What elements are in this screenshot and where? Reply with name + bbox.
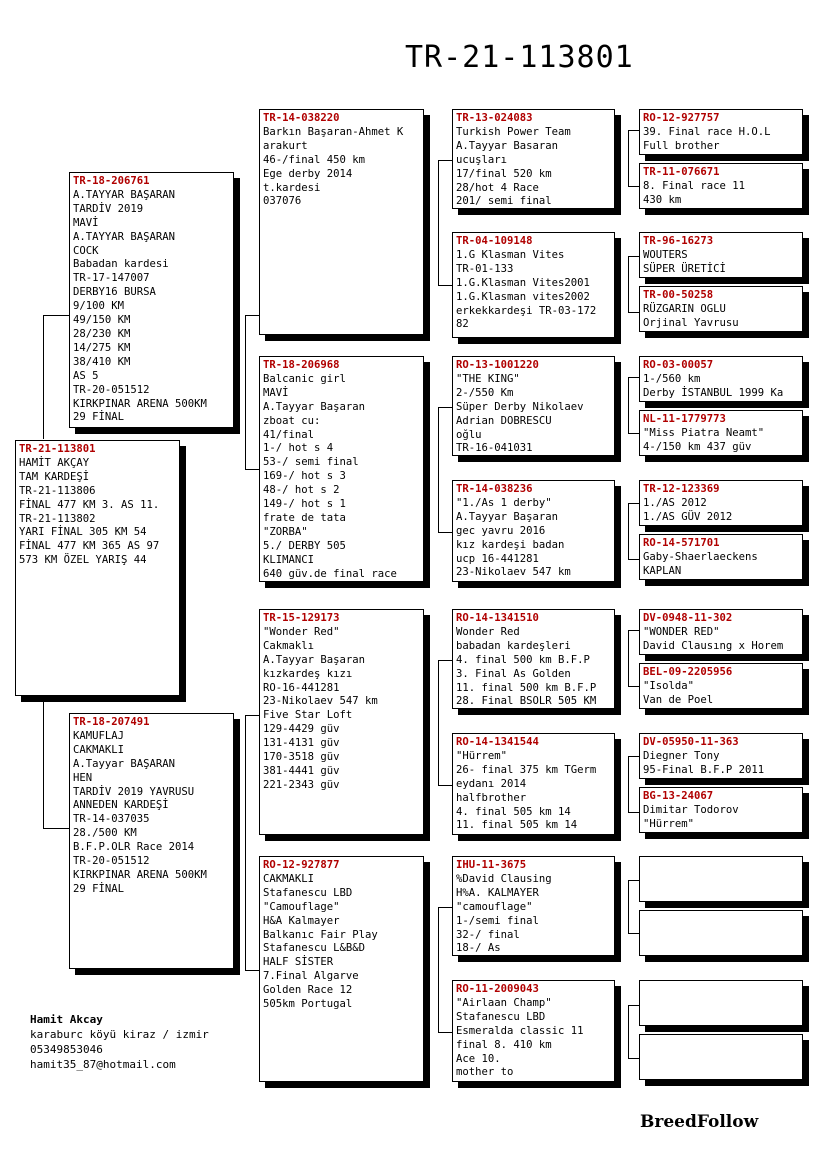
ring-number: TR-14-038220 [263,112,340,124]
ring-number: DV-0948-11-302 [643,612,733,624]
pigeon-info-line: Full brother [643,139,720,152]
connector [245,715,259,716]
pigeon-info-line: erkekkardeşi TR-03-172 [456,304,597,317]
connector [628,880,629,933]
connector [628,880,639,881]
pigeon-info-line: 1./AS GÜV 2012 [643,510,733,523]
pigeon-card-dss[interactable] [452,609,615,709]
connector [43,702,44,828]
pigeon-info-line: TARDİV 2019 [73,202,144,215]
pigeon-info-line: TARDİV 2019 YAVRUSU [73,785,195,798]
pigeon-info-line: A.Tayyar Başaran [263,400,366,413]
pigeon-info-line: gec yavru 2016 [456,524,546,537]
pigeon-info-line: Orjinal Yavrusu [643,316,739,329]
connector [628,756,629,812]
pigeon-info-line: 23-Nikolaev 547 km [263,695,378,708]
pigeon-info-line: RO-16-441281 [263,681,340,694]
connector [245,315,259,316]
pigeon-info-line: "Isolda" [643,679,695,692]
connector [438,907,452,908]
pigeon-info-line: TR-21-113806 [19,484,96,497]
pigeon-info-line: "WONDER RED" [643,625,720,638]
pigeon-info-line: 28. Final BSOLR 505 KM [456,695,597,708]
ring-number: TR-18-206761 [73,175,150,187]
pigeon-card-dam-dam[interactable] [259,856,424,1082]
pigeon-card-g14[interactable] [639,910,803,956]
pigeon-card-sds[interactable] [452,356,615,456]
pigeon-info-line: 1.G Klasman Vites [456,248,565,261]
pigeon-info-line: SÜPER ÜRETİCİ [643,262,726,275]
pigeon-info-line: 149-/ hot s 1 [263,498,346,511]
connector [438,907,439,1032]
pigeon-info-line: DERBY16 BURSA [73,286,156,299]
pigeon-info-line: Stafanescu LBD [456,1010,546,1023]
pigeon-info-line: Cakmaklı [263,639,315,652]
pigeon-info-line: Balkanıc Fair Play [263,928,378,941]
connector [628,630,629,686]
pigeon-info-line: TR-01-133 [456,262,514,275]
pigeon-info-line: 1-/ hot s 4 [263,442,334,455]
connector [628,256,629,312]
pigeon-card-g13[interactable] [639,856,803,902]
pigeon-card-ddd[interactable] [452,980,615,1082]
owner-phone: 05349853046 [30,1043,103,1056]
pigeon-info-line: 29 FİNAL [73,411,125,424]
pigeon-info-line: 28/230 KM [73,327,131,340]
ring-number: RO-14-1341544 [456,736,539,748]
connector [628,256,639,257]
pigeon-info-line: 11. final 500 km B.F.P [456,681,597,694]
pigeon-info-line: KIRKPINAR ARENA 500KM [73,868,207,881]
pigeon-info-line: TR-21-113802 [19,512,96,525]
connector [628,1005,639,1006]
pigeon-info-line: babadan kardeşleri [456,639,571,652]
ring-number: TR-96-16273 [643,235,714,247]
pigeon-card-g10[interactable] [639,663,803,709]
pigeon-info-line: "camouflage" [456,900,533,913]
brand-logo: BreedFollow [640,1112,759,1132]
connector [628,433,639,434]
pigeon-info-line: A.TAYYAR BAŞARAN [73,188,176,201]
pigeon-card-ssd[interactable] [452,232,615,338]
pigeon-info-line: 170-3518 güv [263,751,340,764]
connector [628,933,639,934]
pigeon-info-line: KLIMANCI [263,553,315,566]
pigeon-info-line: "ZORBA" [263,525,308,538]
ring-number: RO-03-00057 [643,359,714,371]
connector [438,660,439,785]
pigeon-info-line: t.kardesi [263,181,321,194]
pigeon-card-g4[interactable] [639,286,803,332]
pigeon-info-line: Süper Derby Nikolaev [456,400,584,413]
ring-number: DV-05950-11-363 [643,736,739,748]
pigeon-info-line: 221-2343 güv [263,778,340,791]
pigeon-card-sire[interactable] [69,172,234,428]
ring-number: RO-12-927757 [643,112,720,124]
pigeon-card-g5[interactable] [639,356,803,402]
connector [438,407,452,408]
pigeon-card-dam-sire[interactable] [259,609,424,835]
pigeon-info-line: Esmeralda classic 11 [456,1024,584,1037]
pigeon-info-line: 2-/550 Km [456,386,514,399]
pigeon-info-line: halfbrother [456,791,527,804]
pigeon-info-line: 505km Portugal [263,998,353,1011]
pigeon-info-line: 41/final [263,428,315,441]
pigeon-card-g2[interactable] [639,163,803,209]
pigeon-info-line: TAM KARDEŞİ [19,470,90,483]
pigeon-info-line: WOUTERS [643,248,688,261]
pigeon-info-line: CAKMAKLI [263,872,315,885]
pigeon-info-line: 28/hot 4 Race [456,181,539,194]
pigeon-card-g6[interactable] [639,410,803,456]
page-title: TR-21-113801 [405,40,634,75]
pigeon-card-sss[interactable] [452,109,615,209]
pigeon-info-line: 82 [456,318,469,331]
pigeon-info-line: mother to [456,1066,514,1079]
pigeon-info-line: RÜZGARIN OGLU [643,302,726,315]
pigeon-info-line: 640 güv.de final race [263,567,397,580]
ring-number: BEL-09-2205956 [643,666,733,678]
pigeon-card-g11[interactable] [639,733,803,779]
ring-number: RO-13-1001220 [456,359,539,371]
pigeon-info-line: TR-14-037035 [73,813,150,826]
pigeon-info-line: 49/150 KM [73,314,131,327]
pigeon-info-line: %David Clausing [456,872,552,885]
ring-number: IHU-11-3675 [456,859,527,871]
connector [628,130,629,186]
pigeon-info-line: 4. final 505 km 14 [456,805,571,818]
pigeon-info-line: Stafanescu LBD [263,886,353,899]
connector [245,315,246,469]
pigeon-info-line: TR-16-041031 [456,442,533,455]
pigeon-info-line: David Clausıng x Horem [643,639,784,652]
ring-number: TR-21-113801 [19,443,96,455]
ring-number: RO-14-571701 [643,537,720,549]
connector [438,160,452,161]
connector [245,970,259,971]
pigeon-info-line: Gaby-Shaerlaeckens [643,550,758,563]
connector [628,377,639,378]
pigeon-card-g9[interactable] [639,609,803,655]
connector [438,160,439,285]
pigeon-info-line: 29 FİNAL [73,882,125,895]
pigeon-card-dsd[interactable] [452,733,615,835]
connector [628,186,639,187]
pigeon-info-line: zboat cu: [263,414,321,427]
pigeon-card-dam[interactable] [69,713,234,969]
pigeon-info-line: "Wonder Red" [263,625,340,638]
pigeon-info-line: arakurt [263,139,308,152]
pigeon-info-line: ucp 16-441281 [456,552,539,565]
pigeon-info-line: Babadan kardesi [73,258,169,271]
pigeon-info-line: 1-/semi final [456,914,539,927]
pigeon-card-g8[interactable] [639,534,803,580]
pigeon-info-line: "Hürrem" [456,749,508,762]
pigeon-info-line: Derby İSTANBUL 1999 Ka [643,386,784,399]
pigeon-info-line: 169-/ hot s 3 [263,470,346,483]
pigeon-info-line: COCK [73,244,99,257]
ring-number: TR-14-038236 [456,483,533,495]
pigeon-info-line: 53-/ semi final [263,456,359,469]
pigeon-card-g1[interactable] [639,109,803,155]
pigeon-info-line: kızkardeş kızı [263,667,353,680]
ring-number: TR-00-50258 [643,289,714,301]
pigeon-info-line: TR-17-147007 [73,272,150,285]
pigeon-card-subject[interactable] [15,440,180,696]
ring-number: BG-13-24067 [643,790,714,802]
pigeon-info-line: ucuşları [456,153,508,166]
pigeon-info-line: MAVİ [73,216,99,229]
owner-contact [30,1012,209,1072]
pigeon-info-line: 18-/ As [456,942,501,955]
pigeon-info-line: 037076 [263,195,302,208]
pigeon-info-line: Dimitar Todorov [643,803,739,816]
pigeon-info-line: 4. final 500 km B.F.P [456,653,590,666]
connector [43,315,69,316]
pigeon-info-line: Van de Poel [643,693,714,706]
pigeon-info-line: 14/275 KM [73,341,131,354]
connector [628,812,639,813]
connector [628,686,639,687]
pigeon-info-line: Five Star Loft [263,709,353,722]
pigeon-info-line: Wonder Red [456,625,520,638]
pigeon-info-line: H&A Kalmayer [263,914,340,927]
pigeon-info-line: oğlu [456,428,482,441]
pigeon-info-line: 17/final 520 km [456,167,552,180]
connector [43,828,69,829]
ring-number: RO-11-2009043 [456,983,539,995]
pigeon-info-line: 3. Final As Golden [456,667,571,680]
pigeon-info-line: 48-/ hot s 2 [263,484,340,497]
pigeon-info-line: Balcanic girl [263,372,346,385]
pigeon-info-line: 129-4429 güv [263,723,340,736]
pigeon-info-line: 95-Final B.F.P 2011 [643,763,765,776]
pigeon-info-line: eydanı 2014 [456,777,527,790]
pigeon-info-line: "Hürrem" [643,817,695,830]
pigeon-card-g16[interactable] [639,1034,803,1080]
pigeon-info-line: frate de tata [263,511,346,524]
connector [245,715,246,970]
pigeon-info-line: "Airlaan Champ" [456,996,552,1009]
connector [628,503,629,559]
pigeon-card-sire-sire[interactable] [259,109,424,335]
ring-number: TR-18-206968 [263,359,340,371]
connector [43,315,44,439]
pigeon-info-line: Golden Race 12 [263,984,353,997]
pigeon-info-line: "1./As 1 derby" [456,496,552,509]
connector [438,285,452,286]
connector [628,377,629,433]
pigeon-info-line: "Miss Piatra Neamt" [643,426,765,439]
pigeon-info-line: Barkın Başaran-Ahmet K [263,125,404,138]
pigeon-info-line: 11. final 505 km 14 [456,819,578,832]
pigeon-info-line: YARI FİNAL 305 KM 54 [19,526,147,539]
pigeon-info-line: 46-/final 450 km [263,153,366,166]
pigeon-info-line: A.Tayyar Başaran [456,510,559,523]
connector [438,660,452,661]
pigeon-info-line: A.Tayyar BAŞARAN [73,757,176,770]
owner-address: karaburc köyü kiraz / izmir [30,1028,209,1041]
pigeon-info-line: HEN [73,771,93,784]
pigeon-info-line: "THE KING" [456,372,520,385]
pigeon-info-line: Adrian DOBRESCU [456,414,552,427]
pigeon-info-line: FİNAL 477 KM 3. AS 11. [19,498,160,511]
pigeon-info-line: 32-/ final [456,928,520,941]
owner-name: Hamit Akcay [30,1013,103,1026]
pigeon-info-line: 8. Final race 11 [643,179,746,192]
ring-number: TR-15-129173 [263,612,340,624]
pigeon-info-line: HAMİT AKÇAY [19,456,90,469]
pigeon-info-line: 26- final 375 km TGerm [456,763,597,776]
ring-number: TR-13-024083 [456,112,533,124]
pigeon-card-sire-dam[interactable] [259,356,424,582]
pigeon-info-line: KIRKPINAR ARENA 500KM [73,397,207,410]
pigeon-info-line: 7.Final Algarve [263,970,359,983]
pigeon-info-line: 381-4441 güv [263,764,340,777]
pigeon-info-line: 573 KM ÖZEL YARIŞ 44 [19,554,147,567]
pigeon-info-line: A.Tayyar Basaran [456,139,559,152]
pigeon-info-line: 1.G.Klasman vites2002 [456,290,590,303]
connector [438,1032,452,1033]
connector [628,756,639,757]
pigeon-info-line: 201/ semi final [456,195,552,208]
pigeon-info-line: 39. Final race H.O.L [643,125,771,138]
pigeon-info-line: "Camouflage" [263,900,340,913]
ring-number: TR-11-076671 [643,166,720,178]
ring-number: RO-14-1341510 [456,612,539,624]
connector [438,785,452,786]
pigeon-info-line: 4-/150 km 437 güv [643,440,752,453]
pigeon-info-line: 38/410 KM [73,355,131,368]
connector [245,469,259,470]
ring-number: TR-18-207491 [73,716,150,728]
pigeon-card-g15[interactable] [639,980,803,1026]
ring-number: TR-12-123369 [643,483,720,495]
pigeon-info-line: H%A. KALMAYER [456,886,539,899]
pigeon-info-line: 28./500 KM [73,827,137,840]
pigeon-info-line: AS 5 [73,369,99,382]
pigeon-card-g12[interactable] [639,787,803,833]
pigeon-info-line: kız kardeşi badan [456,538,565,551]
pigeon-info-line: TR-20-051512 [73,855,150,868]
ring-number: RO-12-927877 [263,859,340,871]
pigeon-info-line: 1.G.Klasman Vites2001 [456,276,590,289]
pigeon-info-line: KAPLAN [643,564,682,577]
connector [438,532,452,533]
connector [438,407,439,532]
pigeon-info-line: Turkish Power Team [456,125,571,138]
pigeon-info-line: 5./ DERBY 505 [263,539,346,552]
connector [628,130,639,131]
pigeon-info-line: 131-4131 güv [263,737,340,750]
connector [628,1058,639,1059]
pigeon-info-line: Ace 10. [456,1052,501,1065]
pigeon-info-line: 9/100 KM [73,300,125,313]
pigeon-info-line: TR-20-051512 [73,383,150,396]
pigeon-info-line: ANNEDEN KARDEŞİ [73,799,169,812]
pigeon-card-sdd[interactable] [452,480,615,582]
connector [628,312,639,313]
pigeon-info-line: final 8. 410 km [456,1038,552,1051]
pigeon-info-line: KAMUFLAJ [73,729,125,742]
connector [628,559,639,560]
pigeon-info-line: CAKMAKLI [73,743,125,756]
connector [628,503,639,504]
connector [628,1005,629,1058]
pigeon-info-line: 23-Nikolaev 547 km [456,566,571,579]
connector [628,630,639,631]
owner-email: hamit35_87@hotmail.com [30,1058,176,1071]
ring-number: NL-11-1779773 [643,413,726,425]
pigeon-info-line: A.TAYYAR BAŞARAN [73,230,176,243]
pigeon-info-line: B.F.P.OLR Race 2014 [73,841,195,854]
pigeon-info-line: 1-/560 km [643,372,701,385]
pigeon-info-line: Diegner Tony [643,749,720,762]
pigeon-info-line: 1./AS 2012 [643,496,707,509]
pigeon-info-line: A.Tayyar Başaran [263,653,366,666]
pigeon-card-g7[interactable] [639,480,803,526]
pigeon-info-line: FİNAL 477 KM 365 AS 97 [19,540,160,553]
ring-number: TR-04-109148 [456,235,533,247]
pigeon-card-g3[interactable] [639,232,803,278]
pigeon-info-line: 430 km [643,193,682,206]
pigeon-info-line: Stafanescu L&B&D [263,942,366,955]
pigeon-info-line: MAVİ [263,386,289,399]
pigeon-card-dds[interactable] [452,856,615,956]
pigeon-info-line: HALF SİSTER [263,956,334,969]
pigeon-info-line: Ege derby 2014 [263,167,353,180]
